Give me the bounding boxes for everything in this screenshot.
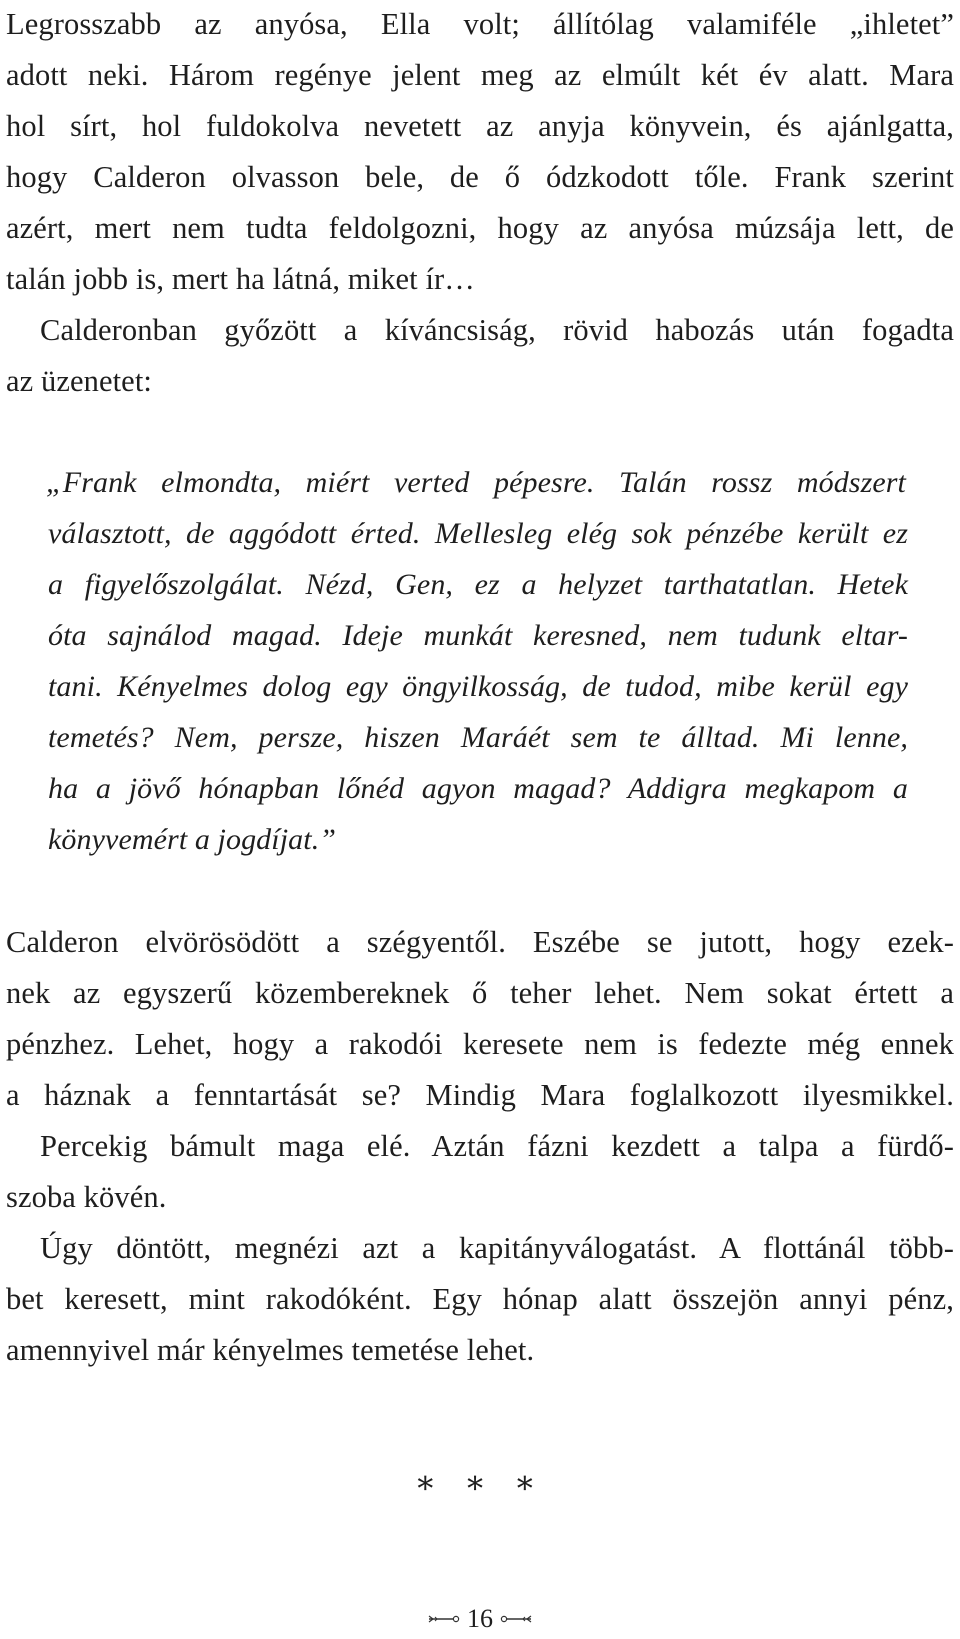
text-line: szoba kövén.	[6, 1180, 167, 1214]
page-number: 16	[467, 1604, 493, 1634]
quote-line: „Frank elmondta, miért verted pépesre. Talán rossz módszert	[46, 466, 906, 499]
section-break: ∗ ∗ ∗	[414, 1464, 546, 1500]
right-ornament-icon	[499, 1613, 533, 1625]
text-line: adott neki. Három regénye jelent meg az elmúlt két év alatt. Mara	[6, 58, 954, 92]
page-footer	[0, 1601, 960, 1635]
text-line: pénzhez. Lehet, hogy a rakodói keresete nem is fedezte még ennek	[6, 1027, 954, 1061]
text-line: az üzenetet:	[6, 364, 152, 398]
quote-line: ha a jövő hónapban lőnéd agyon magad? Addigra megkapom a	[48, 772, 908, 805]
text-line: Calderonban győzött a kíváncsiság, rövid habozás után fogadta	[40, 313, 954, 347]
text-line: Percekig bámult maga elé. Aztán fázni kezdett a talpa a fürdő-	[40, 1129, 954, 1163]
quote-line: tani. Kényelmes dolog egy öngyilkosság, de tudod, mibe kerül egy	[48, 670, 908, 703]
text-line: talán jobb is, mert ha látná, miket ír…	[6, 262, 475, 296]
text-line: a háznak a fenntartását se? Mindig Mara foglalkozott ilyesmikkel.	[6, 1078, 954, 1112]
quote-line: temetés? Nem, persze, hiszen Maráét sem te álltad. Mi lenne,	[48, 721, 908, 754]
quote-line: óta sajnálod magad. Ideje munkát keresned, nem tudunk eltar-	[48, 619, 908, 652]
left-ornament-icon	[427, 1613, 461, 1625]
text-line: amennyivel már kényelmes temetése lehet.	[6, 1333, 535, 1367]
text-line: azért, mert nem tudta feldolgozni, hogy az anyósa múzsája lett, de	[6, 211, 954, 245]
text-line: Legrosszabb az anyósa, Ella volt; állítólag valamiféle „ihletet”	[6, 7, 954, 41]
text-line: bet keresett, mint rakodóként. Egy hónap alatt összejön annyi pénz,	[6, 1282, 954, 1316]
quote-line: választott, de aggódott érted. Mellesleg elég sok pénzébe került ez	[48, 517, 908, 550]
text-line: Calderon elvörösödött a szégyentől. Eszébe se jutott, hogy ezek-	[6, 925, 954, 959]
quote-line: a figyelőszolgálat. Nézd, Gen, ez a helyzet tarthatatlan. Hetek	[48, 568, 908, 601]
text-line: hogy Calderon olvasson bele, de ő ódzkodott tőle. Frank szerint	[6, 160, 954, 194]
text-line: Úgy döntött, megnézi azt a kapitányválogatást. A flottánál több-	[40, 1231, 954, 1265]
text-line: nek az egyszerű közembereknek ő teher lehet. Nem sokat értett a	[6, 976, 954, 1010]
text-line: hol sírt, hol fuldokolva nevetett az anyja könyvein, és ajánlgatta,	[6, 109, 954, 143]
quote-line: könyvemért a jogdíjat.”	[48, 823, 337, 856]
